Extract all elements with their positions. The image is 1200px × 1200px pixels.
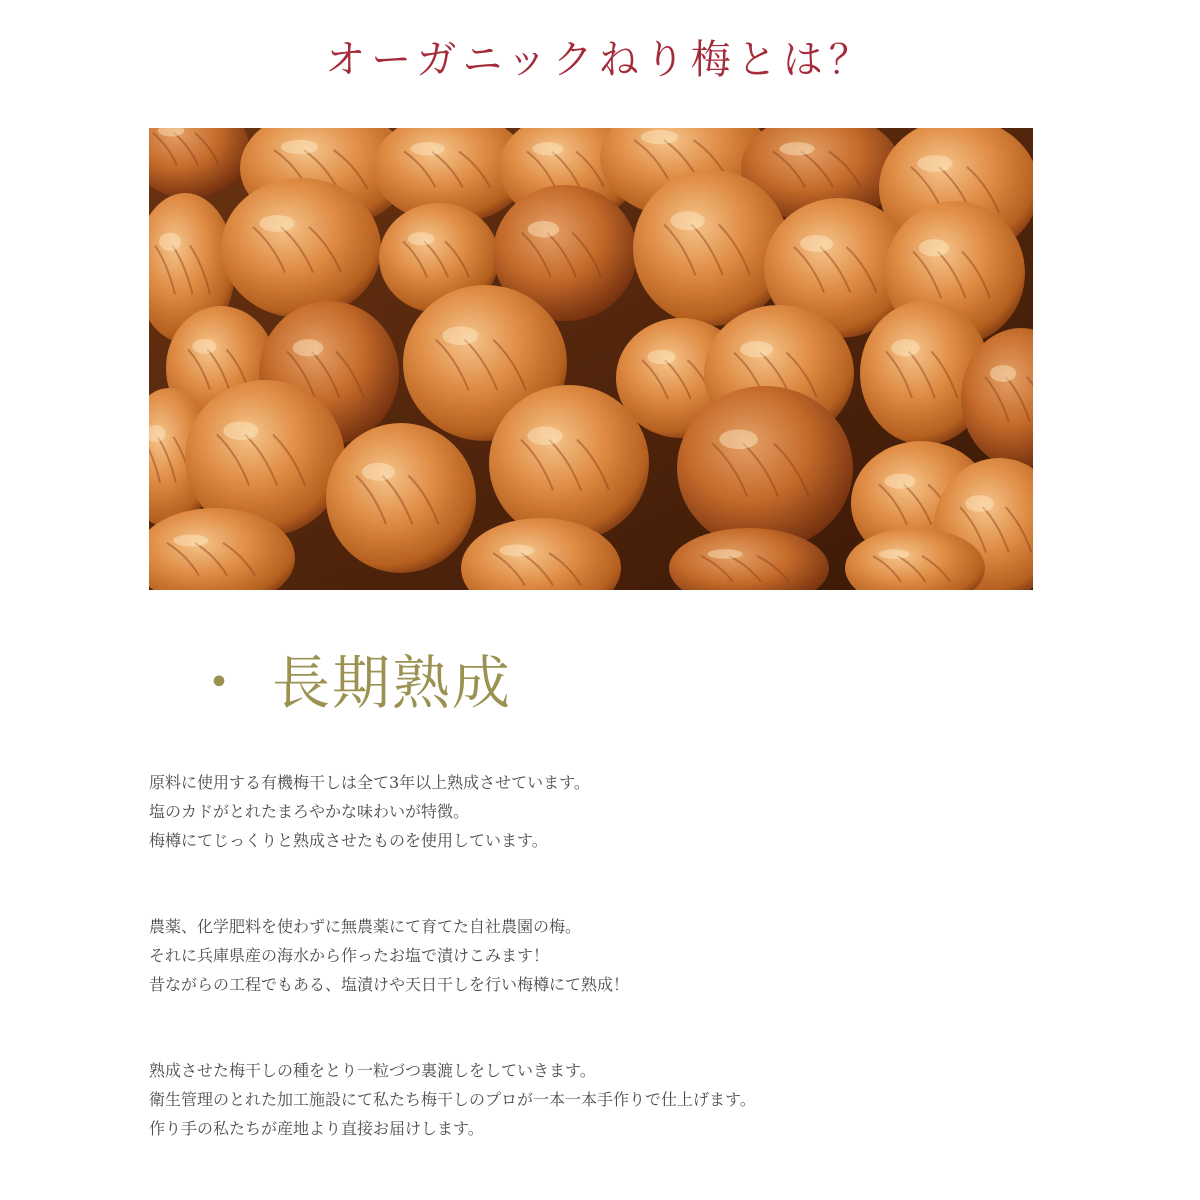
paragraph-production (149, 1056, 1049, 1143)
paragraph-line: 塩のカドがとれたまろやかな味わいが特徴。 (149, 802, 470, 821)
plum-highlight (917, 155, 952, 172)
paragraph-farming (149, 912, 1049, 999)
paragraph-line: 昔ながらの工程でもある、塩漬けや天日干しを行い梅樽にて熟成！ (149, 975, 630, 994)
plum (489, 385, 649, 541)
plum-highlight (965, 495, 994, 512)
plum-highlight (527, 426, 562, 445)
paragraph-line: 梅樽にてじっくりと熟成させたものを使用しています。 (149, 831, 548, 850)
plum-highlight (362, 463, 395, 481)
plum-highlight (707, 549, 742, 559)
plum (326, 423, 476, 573)
plum-highlight (173, 535, 208, 547)
plum-highlight (641, 130, 678, 144)
paragraph-line: 原料に使用する有機梅干しは全て3年以上熟成させています。 (149, 773, 590, 792)
plum-highlight (442, 326, 478, 345)
paragraph-line: 作り手の私たちが産地より直接お届けします。 (149, 1119, 484, 1138)
plum-highlight (891, 339, 920, 356)
plum (677, 386, 853, 550)
plum-highlight (885, 474, 916, 489)
section-title: 長期熟成 (272, 649, 513, 717)
plum-highlight (670, 211, 704, 230)
plum-highlight (647, 350, 676, 364)
umeboshi-photo (149, 128, 1033, 590)
plum-highlight (533, 142, 564, 155)
page-title: オーガニックねり梅とは？ (325, 37, 875, 83)
plum-highlight (719, 429, 758, 449)
plum-highlight (223, 421, 258, 440)
umeboshi-illustration (149, 128, 1033, 590)
plum-highlight (779, 142, 814, 155)
plum-highlight (528, 221, 560, 237)
plum-highlight (740, 341, 773, 357)
paragraph-line: 熟成させた梅干しの種をとり一粒づつ裏漉しをしていきます。 (149, 1061, 596, 1080)
paragraph-aging (149, 768, 1049, 855)
plum-highlight (293, 339, 324, 356)
paragraph-line: 衛生管理のとれた加工施設にて私たち梅干しのプロが一本一本手作りで仕上げます。 (149, 1090, 756, 1109)
plum-highlight (259, 215, 294, 232)
plum-highlight (990, 365, 1016, 382)
paragraph-line: 農薬、化学肥料を使わずに無農薬にて育てた自社農園の梅。 (149, 917, 582, 936)
bullet-mark: ・ (190, 649, 251, 717)
plum (221, 178, 381, 318)
plum (633, 170, 789, 326)
plum-highlight (499, 545, 534, 557)
plum-highlight (281, 140, 318, 154)
plum-highlight (879, 549, 910, 559)
paragraph-line: それに兵庫県産の海水から作ったお塩で漬けこみます！ (149, 946, 550, 965)
plum-highlight (410, 142, 444, 155)
plum-highlight (919, 239, 950, 256)
plum-highlight (800, 235, 833, 252)
plum-highlight (408, 232, 434, 245)
plum-highlight (159, 233, 181, 251)
plum-highlight (192, 339, 216, 354)
section-heading (190, 636, 512, 720)
